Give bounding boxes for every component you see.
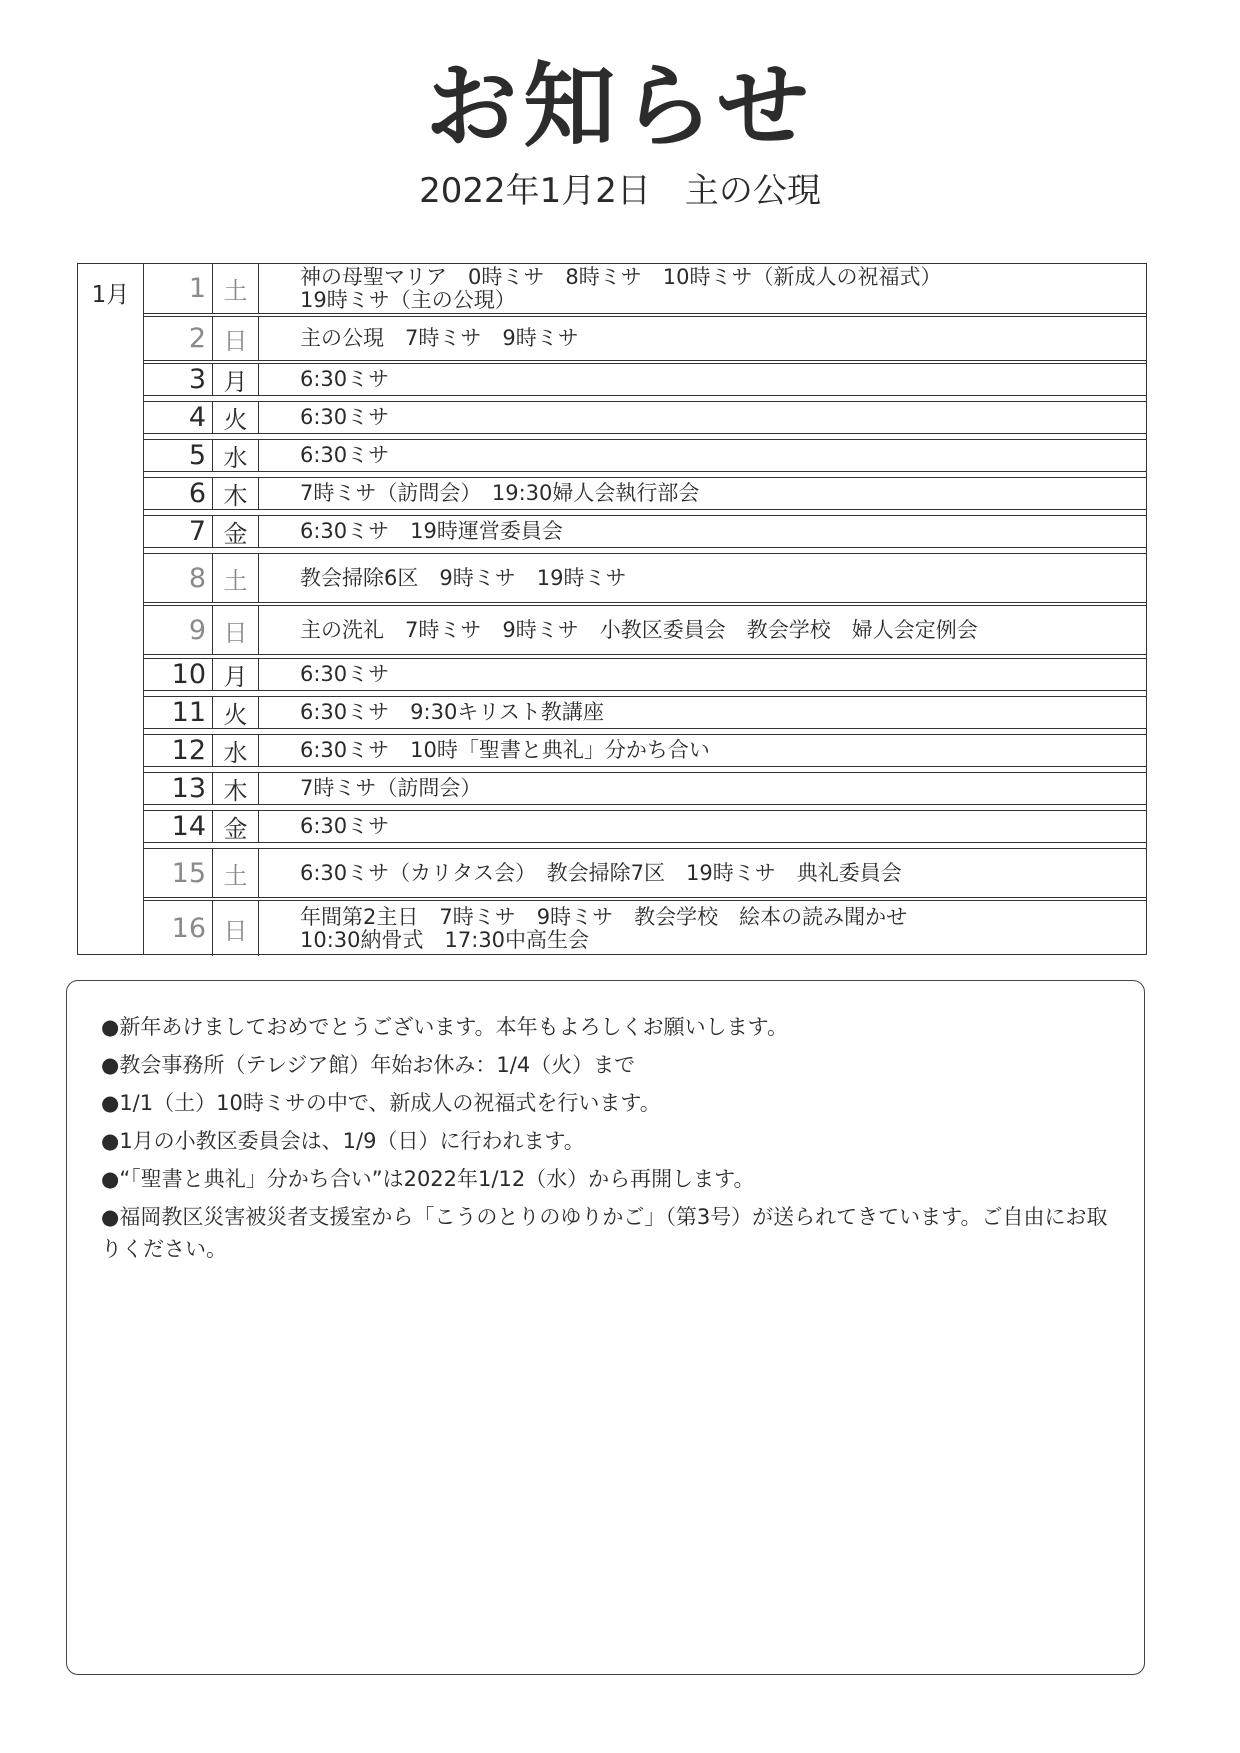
notice-item: ●新年あけましておめでとうございます。本年もよろしくお願いします。: [101, 1015, 788, 1039]
day-number: 7: [144, 516, 213, 547]
day-number: 13: [144, 773, 213, 804]
event-line: 主の公現 7時ミサ 9時ミサ: [300, 326, 579, 350]
day-number: 1: [144, 264, 213, 313]
day-number: 2: [144, 317, 213, 360]
weekday: 土: [213, 554, 259, 602]
event-line: 6:30ミサ: [300, 367, 390, 391]
event-line: 19時ミサ（主の公現）: [300, 287, 516, 312]
page-subtitle: 2022年1月2日 主の公現: [419, 171, 821, 211]
schedule-row: [144, 658, 1146, 691]
schedule-row: [144, 363, 1146, 396]
event-cell: [259, 735, 1146, 766]
event-line: 年間第2主日 7時ミサ 9時ミサ 教会学校 絵本の読み聞かせ: [300, 904, 908, 929]
weekday: 土: [213, 849, 259, 897]
event-line: 6:30ミサ: [300, 443, 390, 467]
event-cell: [259, 606, 1146, 654]
notice-item: ●“「聖書と典礼」分かち合い”は2022年1/12（水）から再開します。: [101, 1167, 755, 1191]
schedule-row: [144, 553, 1146, 603]
page-title: お知らせ: [425, 53, 815, 160]
schedule-row: [144, 848, 1146, 898]
event-line: 6:30ミサ: [300, 662, 390, 686]
event-cell: [259, 811, 1146, 842]
weekday: 日: [213, 317, 259, 360]
event-cell: [259, 364, 1146, 395]
month-label: 1月: [78, 264, 144, 954]
day-number: 14: [144, 811, 213, 842]
event-line: 7時ミサ（訪問会） 19:30婦人会執行部会: [300, 481, 700, 505]
schedule-row: [144, 401, 1146, 434]
day-number: 4: [144, 402, 213, 433]
event-line: 主の洗礼 7時ミサ 9時ミサ 小教区委員会 教会学校 婦人会定例会: [300, 617, 978, 642]
event-line: 6:30ミサ（カリタス会） 教会掃除7区 19時ミサ 典礼委員会: [300, 860, 902, 885]
event-cell: [259, 516, 1146, 547]
event-line: 10:30納骨式 17:30中高生会: [300, 927, 590, 952]
weekday: 水: [213, 440, 259, 471]
schedule-row: [144, 264, 1146, 314]
day-number: 9: [144, 606, 213, 654]
day-number: 8: [144, 554, 213, 602]
day-number: 5: [144, 440, 213, 471]
weekday: 月: [213, 659, 259, 690]
day-number: 10: [144, 659, 213, 690]
weekday: 土: [213, 264, 259, 313]
event-cell: [259, 317, 1146, 360]
weekday: 月: [213, 364, 259, 395]
event-cell: [259, 659, 1146, 690]
day-number: 11: [144, 697, 213, 728]
day-number: 16: [144, 901, 213, 956]
event-line: 6:30ミサ 19時運営委員会: [300, 519, 563, 543]
event-cell: [259, 264, 1146, 313]
weekday: 日: [213, 901, 259, 956]
schedule-row: [144, 772, 1146, 805]
schedule-table: [77, 263, 1147, 955]
event-cell: [259, 440, 1146, 471]
event-line: 6:30ミサ: [300, 814, 390, 838]
weekday: 木: [213, 773, 259, 804]
event-cell: [259, 554, 1146, 602]
day-number: 12: [144, 735, 213, 766]
schedule-row: [144, 810, 1146, 843]
day-number: 3: [144, 364, 213, 395]
event-cell: [259, 697, 1146, 728]
weekday: 金: [213, 811, 259, 842]
schedule-row: [144, 734, 1146, 767]
notice-item: ●1/1（土）10時ミサの中で、新成人の祝福式を行います。: [101, 1091, 661, 1115]
schedule-row: [144, 696, 1146, 729]
weekday: 木: [213, 478, 259, 509]
weekday: 火: [213, 697, 259, 728]
notice-item: ●教会事務所（テレジア館）年始お休み：1/4（火）まで: [101, 1053, 636, 1077]
weekday: 火: [213, 402, 259, 433]
event-cell: [259, 478, 1146, 509]
schedule-rows: [144, 264, 1146, 954]
schedule-row: [144, 316, 1146, 361]
schedule-row: [144, 439, 1146, 472]
event-cell: [259, 849, 1146, 897]
event-cell: [259, 402, 1146, 433]
event-cell: [259, 901, 1146, 956]
weekday: 水: [213, 735, 259, 766]
event-line: 6:30ミサ 9:30キリスト教講座: [300, 700, 604, 724]
event-line: 神の母聖マリア 0時ミサ 8時ミサ 10時ミサ（新成人の祝福式）: [300, 264, 942, 289]
notice-item: ●福岡教区災害被災者支援室から「こうのとりのゆりかご」（第3号）が送られてきています。ご自由にお取りください。: [101, 1205, 1108, 1261]
notice-item: ●1月の小教区委員会は、1/9（日）に行われます。: [101, 1129, 585, 1153]
schedule-row: [144, 605, 1146, 655]
day-number: 6: [144, 478, 213, 509]
event-line: 教会掃除6区 9時ミサ 19時ミサ: [300, 565, 627, 590]
event-line: 6:30ミサ: [300, 405, 390, 429]
event-cell: [259, 773, 1146, 804]
schedule-row: [144, 515, 1146, 548]
schedule-row: [144, 900, 1146, 956]
event-line: 7時ミサ（訪問会）: [300, 776, 482, 800]
event-line: 6:30ミサ 10時「聖書と典礼」分かち合い: [300, 738, 710, 762]
day-number: 15: [144, 849, 213, 897]
notice-box: [66, 980, 1145, 1675]
schedule-row: [144, 477, 1146, 510]
weekday: 金: [213, 516, 259, 547]
weekday: 日: [213, 606, 259, 654]
